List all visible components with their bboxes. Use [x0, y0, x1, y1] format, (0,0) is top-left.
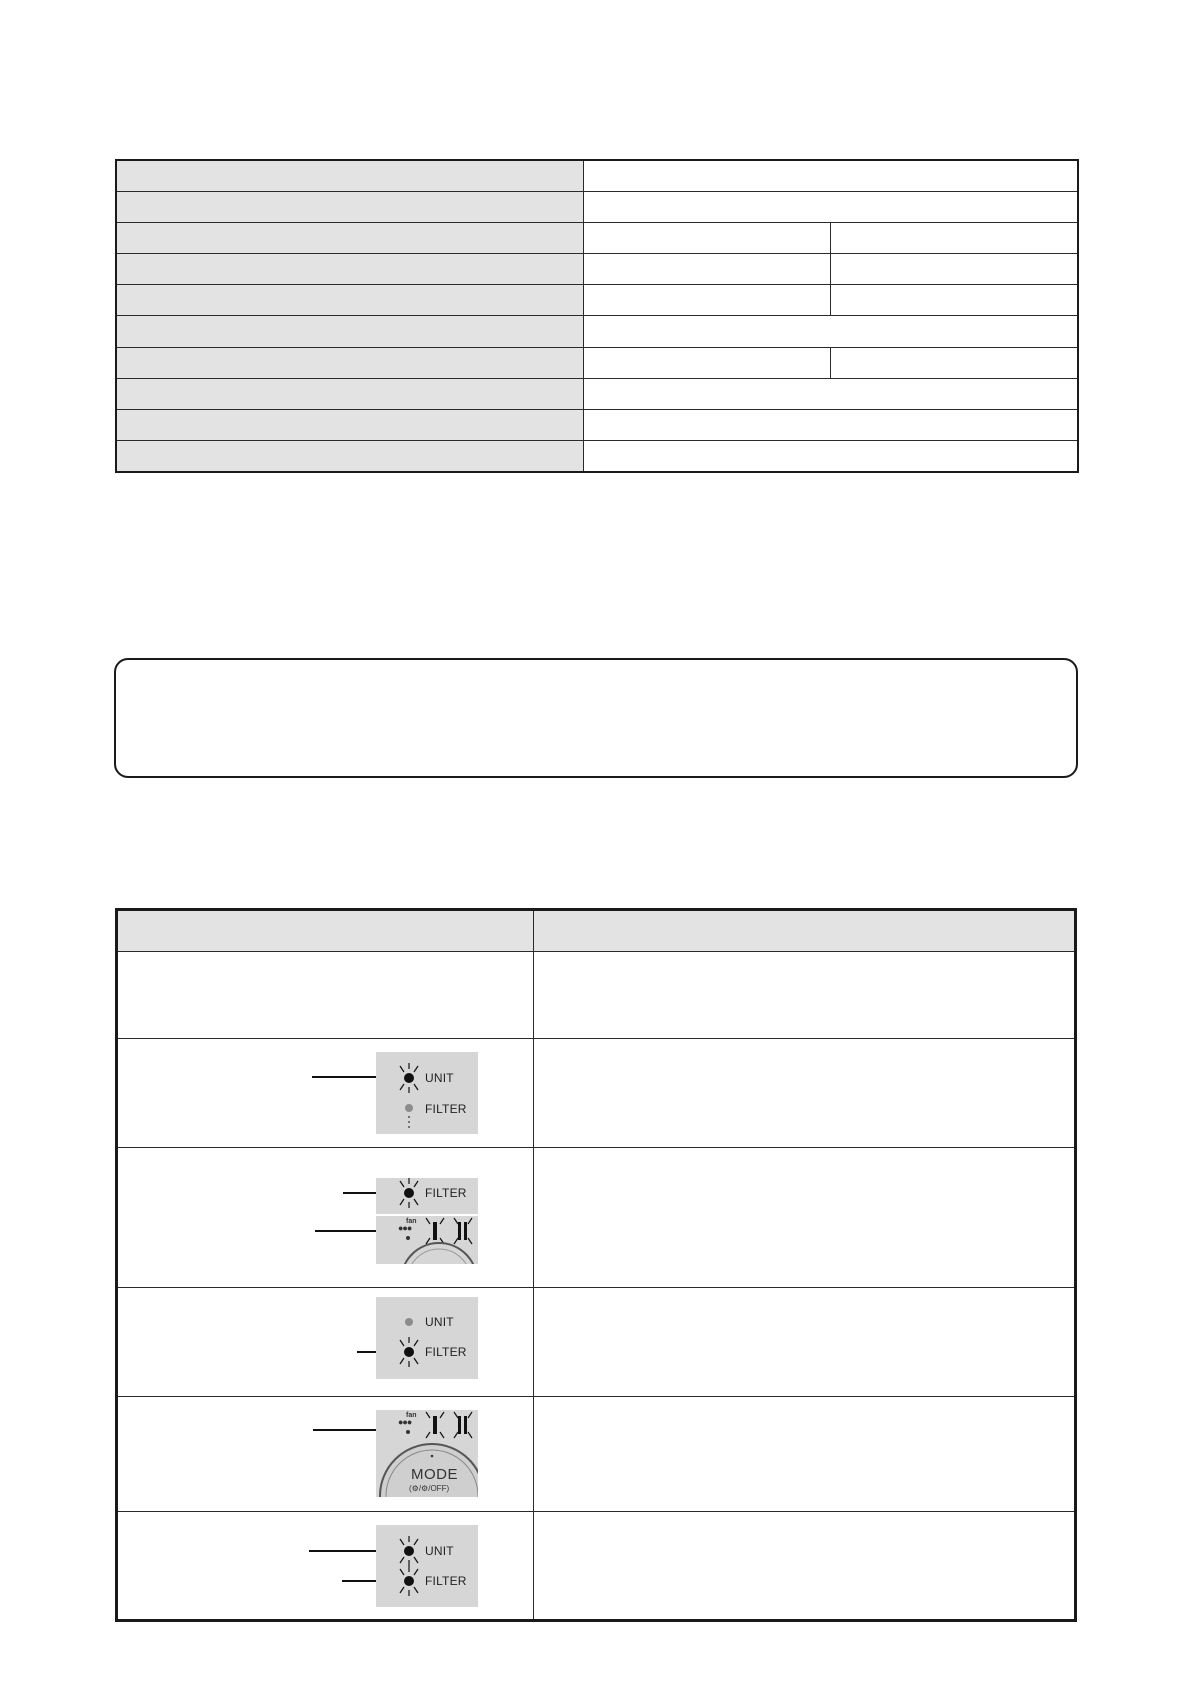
indicator-cell-right [534, 1397, 1076, 1512]
fan-label: fan [406, 1412, 417, 1419]
spec-row [116, 160, 1078, 191]
spec-row [116, 378, 1078, 409]
spec-label [116, 222, 583, 253]
notice-box [114, 658, 1078, 778]
fan-label: fan [406, 1218, 417, 1225]
spec-label [116, 347, 583, 378]
spec-row [116, 441, 1078, 472]
fan-speed-icon: ●●● [398, 1223, 412, 1233]
spec-row [116, 222, 1078, 253]
filter-label: FILTER [425, 1345, 467, 1359]
indicator-cell-right [534, 1148, 1076, 1288]
spec-value [830, 222, 1078, 253]
spec-value [830, 347, 1078, 378]
spec-row [116, 347, 1078, 378]
spec-value [830, 285, 1078, 316]
indicator-cell-left [117, 1512, 534, 1621]
spec-label [116, 316, 583, 347]
spec-row [116, 316, 1078, 347]
mode-panel [376, 1410, 478, 1497]
indicator-header-row [117, 910, 1076, 952]
indicator-panel [376, 1297, 478, 1379]
indicator-header-left [117, 910, 534, 952]
filter-label: FILTER [425, 1186, 467, 1200]
dots-icon [408, 1116, 410, 1131]
spec-value [583, 160, 1078, 191]
indicator-panel [376, 1052, 478, 1134]
spec-row [116, 254, 1078, 285]
indicator-row [117, 952, 1076, 1039]
indicator-row [117, 1512, 1076, 1621]
indicator-cell-left [117, 1148, 534, 1288]
unit-label: UNIT [425, 1315, 454, 1329]
spec-row [116, 285, 1078, 316]
unit-lamp-icon [404, 1073, 414, 1083]
indicator-row [117, 1397, 1076, 1512]
indicator-cell-left [117, 952, 534, 1039]
filter-panel [376, 1178, 478, 1214]
filter-lamp-icon [404, 1188, 414, 1198]
indicator-row [117, 1039, 1076, 1148]
indicator-row [117, 1148, 1076, 1288]
spec-row [116, 410, 1078, 441]
mode-label: MODE [411, 1466, 458, 1483]
filter-lamp-icon [404, 1576, 414, 1586]
spec-value [583, 316, 1078, 347]
unit-label: UNIT [425, 1544, 454, 1558]
indicator-cell-right [534, 1512, 1076, 1621]
spec-value [583, 441, 1078, 472]
spec-label [116, 441, 583, 472]
spec-label [116, 378, 583, 409]
fan-speed-icon: ●●● [398, 1417, 412, 1427]
spec-label [116, 410, 583, 441]
spec-row [116, 191, 1078, 222]
indicator-row [117, 1288, 1076, 1397]
indicator-cell-right [534, 952, 1076, 1039]
fan-panel [376, 1216, 478, 1264]
indicator-cell-left [117, 1288, 534, 1397]
indicator-cell-left [117, 1039, 534, 1148]
spec-value [583, 191, 1078, 222]
indicator-panel [376, 1525, 478, 1607]
mode-ring-icon [394, 1236, 474, 1264]
spec-value [583, 378, 1078, 409]
indicator-header-right [534, 910, 1076, 952]
spec-value [583, 222, 830, 253]
filter-lamp-icon [404, 1347, 414, 1357]
spec-value [583, 285, 830, 316]
unit-lamp-icon [405, 1318, 413, 1326]
spec-value [830, 254, 1078, 285]
filter-lamp-icon [405, 1104, 413, 1112]
unit-lamp-icon [404, 1546, 414, 1556]
indicator-cell-left [117, 1397, 534, 1512]
unit-label: UNIT [425, 1071, 454, 1085]
spec-table [115, 159, 1079, 473]
mode-sub-label: (⚙/⚙/OFF) [409, 1484, 450, 1493]
spec-label [116, 254, 583, 285]
spec-label [116, 160, 583, 191]
indicator-cell-right [534, 1039, 1076, 1148]
indicator-cell-right [534, 1288, 1076, 1397]
spec-value [583, 410, 1078, 441]
spec-label [116, 191, 583, 222]
spec-label [116, 285, 583, 316]
filter-label: FILTER [425, 1102, 467, 1116]
indicator-table [115, 908, 1077, 1622]
filter-label: FILTER [425, 1574, 467, 1588]
spec-value [583, 347, 830, 378]
spec-value [583, 254, 830, 285]
